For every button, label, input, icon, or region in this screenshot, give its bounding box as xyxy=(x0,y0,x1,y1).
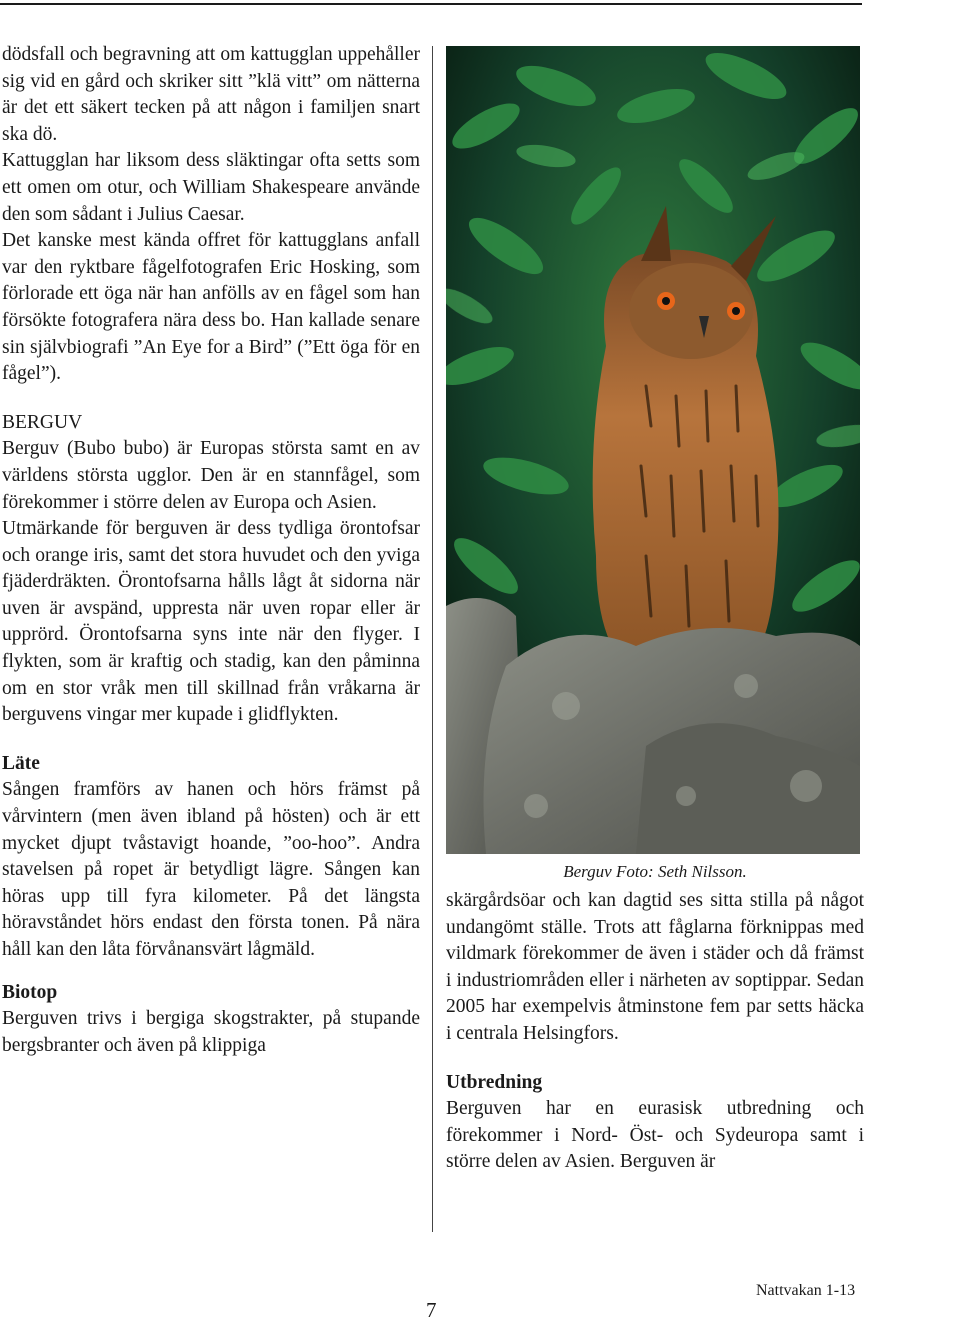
photo-caption: Berguv Foto: Seth Nilsson. xyxy=(563,862,747,881)
paragraph-hosking: Det kanske mest kända offret för kattugglans anfall var den ryktbare fågelfotografen Eric Hosking, som förlorade ett öga när han anfölls av en fågel som han försökte fotografera nära dess bo. Han kallade senare sin självbiografi ”An Eye for a Bird” (”Ett öga för en fågel”). xyxy=(2,230,420,385)
page-number: 7 xyxy=(426,1298,437,1322)
left-column xyxy=(2,42,420,1059)
paragraph-utbredning: Berguven har en eurasisk utbredning och förekommer i Nord- Öst- och Sydeuropa samt i större delen av Asien. Berguven är xyxy=(446,1098,864,1173)
column-divider xyxy=(432,46,433,1232)
paragraph-berguv-features: Utmärkande för berguven är dess tydliga örontofsar och orange iris, samt det stora huvudet och den yviga fjäderdräkten. Örontofsarna hålls lågt åt sidorna när uven är avspänd, uppresta när uven ropar eller är upprörd. Örontofsarna syns inte när den flyger. I flykten, som är kraftig och stadig, kan den påminna om en stor vråk men till skillnad från vråkarna är berguvens vingar mer kupade i glidflykten. xyxy=(2,518,420,726)
paragraph-death-omen: dödsfall och begravning att om kattugglan uppehåller sig vid en gård och skriker sitt ”klä vitt” om nätterna är det ett säkert tecken på att någon i familjen snart ska dö. xyxy=(2,44,420,145)
section-heading-biotop: Biotop xyxy=(2,981,58,1003)
paragraph-biotop: Berguven trivs i bergiga skogstrakter, på stupande bergsbranter och även på klippiga xyxy=(2,1008,420,1056)
section-heading-berguv: BERGUV xyxy=(2,411,83,433)
owl-photo xyxy=(446,46,860,854)
right-column xyxy=(446,888,864,1176)
paragraph-shakespeare: Kattugglan har liksom dess släktingar ofta setts som ett omen om otur, och William Shakespeare använde den som sådant i Julius Caesar. xyxy=(2,150,420,225)
top-rule xyxy=(0,3,862,5)
running-footer: Nattvakan 1-13 xyxy=(756,1282,856,1299)
section-heading-late: Läte xyxy=(2,752,40,774)
paragraph-berguv-intro: Berguv (Bubo bubo) är Europas största samt en av världens största ugglor. Den är en stannfågel, som förekommer i större delen av Europa och Asien. xyxy=(2,438,420,513)
paragraph-late: Sången framförs av hanen och hörs främst på vårvintern (men även ibland på hösten) och är ett mycket djupt tvåstavigt hoande, ”oo-hoo”. Andra stavelsen på ropet är betydligt lägre. Sången kan höras upp till fyra kilometer. På det längsta höravståndet hörs endast den första tonen. På nära håll kan den låta förvånansvärt lågmäld. xyxy=(2,779,420,960)
paragraph-habitat-continued: skärgårdsöar och kan dagtid ses sitta stilla på något undangömt ställe. Trots att fåglarna förknippas med vildmark förekommer de även i städer och då främst i industriområden eller i närheten av soptippar. Sedan 2005 har exempelvis åtminstone fem par setts häcka i centrala Helsingfors. xyxy=(446,890,864,1044)
section-heading-utbredning: Utbredning xyxy=(446,1071,543,1093)
